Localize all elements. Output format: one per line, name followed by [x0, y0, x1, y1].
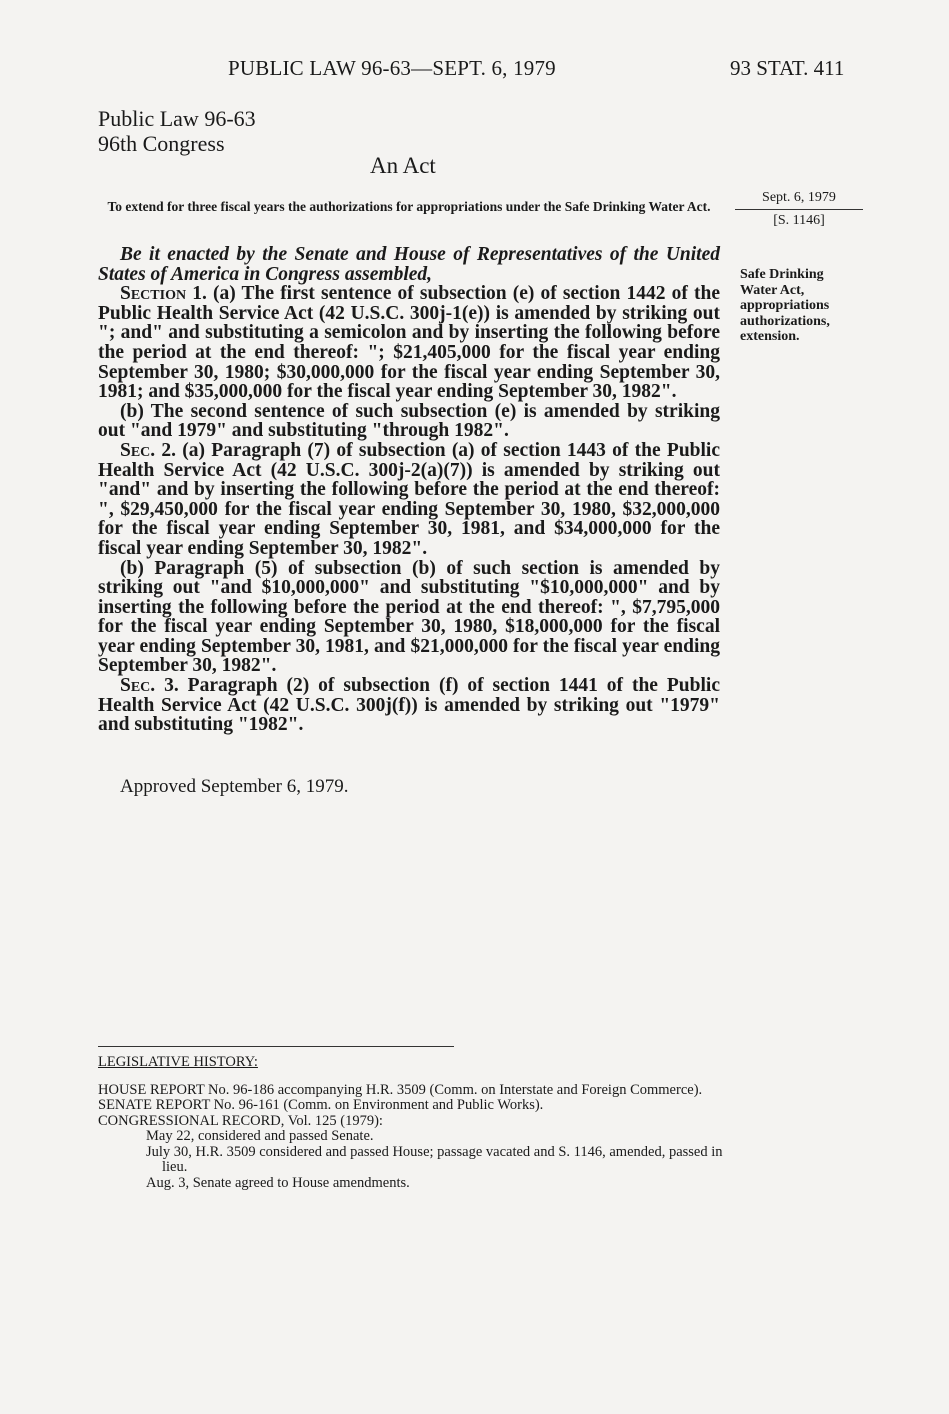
margin-note: Safe Drinking Water Act, appropriations authorizations, extension. — [740, 267, 830, 344]
act-title: An Act — [370, 153, 436, 178]
section-text: . 2. (a) Paragraph (7) of subsection (a) of section 1443 of the Public Health Service Act (42 U.S.C. 300j-2(a)(7)) is amended by striking out "and" and by inserting the following before the period at the end thereof: ", $29,450,000 for the fiscal year ending September 30, 1980, $32,000,000 for the fiscal year ending September 30, 1981, and $34,000,000 for the fiscal year ending September 30, 1982". — [98, 439, 720, 559]
congressional-record: CONGRESSIONAL RECORD, Vol. 125 (1979): — [98, 1112, 383, 1129]
running-head: PUBLIC LAW 96-63—SEPT. 6, 1979 — [228, 56, 556, 80]
history-entry: May 22, considered and passed Senate. — [146, 1128, 374, 1144]
legislative-history — [98, 1055, 723, 1191]
history-entry: Aug. 3, Senate agreed to House amendments. — [146, 1174, 410, 1191]
senate-report: SENATE REPORT No. 96-161 (Comm. on Environment and Public Works). — [98, 1097, 544, 1113]
footnote-divider — [98, 1046, 454, 1047]
section-text: . 3. Paragraph (2) of subsection (f) of section 1441 of the Public Health Service Act (42 U.S.C. 300j(f)) is amended by striking out "1979" and substituting "1982". — [98, 675, 720, 736]
section-label: Sec — [120, 439, 151, 461]
public-law-number: Public Law 96-63 — [98, 106, 256, 131]
section-text: (b) Paragraph (5) of subsection (b) of such section is amended by striking out "and $10,000,000" and substituting "$10,000,000" and by inserting the following before the period at the end thereof: ", $7,795,000 for the fiscal year ending September 30, 1980, $18,000,000 for the fiscal year ending September 30, 1981, and $21,000,000 for the fiscal year ending September 30, 1982". — [98, 557, 720, 677]
statute-page: 93 STAT. 411 — [730, 56, 845, 80]
history-heading: LEGISLATIVE HISTORY: — [98, 1054, 258, 1070]
section-text: (b) The second sentence of such subsection (e) is amended by striking out "and 1979" and substituting "through 1982". — [98, 400, 720, 442]
purpose-statement: To extend for three fiscal years the authorizations for appropriations under the Safe Drinking Water Act. — [107, 199, 711, 214]
enactment-date: Sept. 6, 1979 — [735, 190, 863, 210]
congress: 96th Congress — [98, 131, 225, 156]
section-label: Section — [120, 283, 187, 305]
section-3 — [98, 676, 720, 735]
law-body — [98, 245, 720, 735]
approval-line: Approved September 6, 1979. — [120, 776, 349, 797]
section-2a — [98, 441, 720, 559]
bill-number: [S. 1146] — [773, 213, 825, 228]
history-entry: July 30, H.R. 3509 considered and passed House; passage vacated and S. 1146, amended, passed in lieu. — [146, 1143, 723, 1175]
house-report: HOUSE REPORT No. 96-186 accompanying H.R. 3509 (Comm. on Interstate and Foreign Commerce). — [98, 1081, 703, 1098]
section-2b — [98, 559, 720, 677]
section-label: Sec — [120, 675, 151, 697]
law-identification — [98, 106, 256, 156]
section-1a — [98, 284, 720, 402]
margin-date-block — [735, 190, 863, 229]
enacting-clause: Be it enacted by the Senate and House of Representatives of the United States of America in Congress assembled, — [98, 244, 720, 285]
section-1b — [98, 402, 720, 441]
section-text: 1. (a) The first sentence of subsection (e) of section 1442 of the Public Health Service Act (42 U.S.C. 300j-1(e)) is amended by striking out "; and" and substituting a semicolon and by inserting the following before the period at the end thereof: "; $21,405,000 for the fiscal year ending September 30, 1980; $30,000,000 for the fiscal year ending September 30, 1981; and $35,000,000 for the fiscal year ending September 30, 1982". — [98, 283, 720, 403]
